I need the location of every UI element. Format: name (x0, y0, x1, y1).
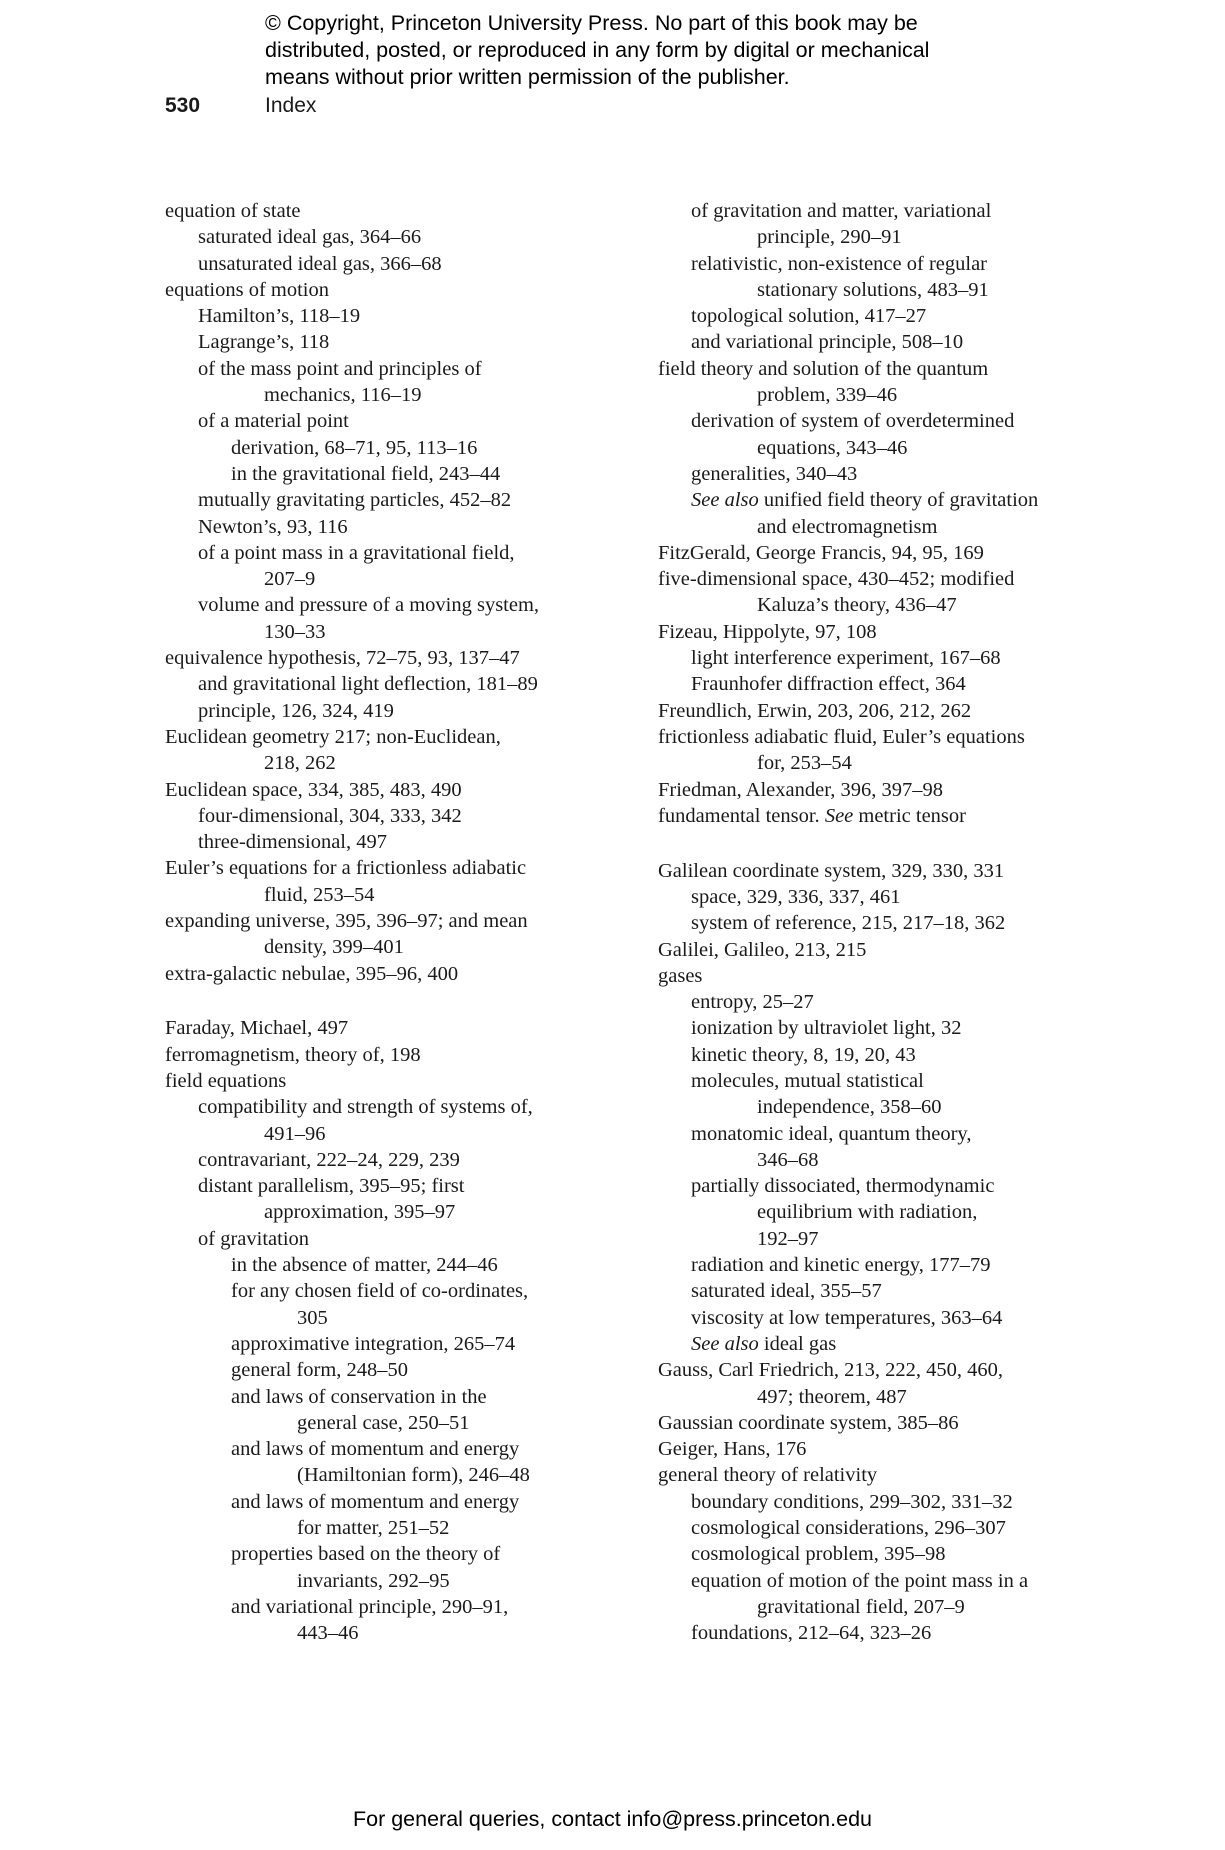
index-entry-text: 346–68 (757, 1148, 819, 1171)
index-entry-text: topological solution, 417–27 (691, 305, 927, 328)
index-entry-text: Hamilton’s, 118–19 (198, 305, 361, 328)
index-entry-text: Gauss, Carl Friedrich, 213, 222, 450, 460, (658, 1359, 1004, 1382)
index-entry (165, 777, 635, 803)
index-entry-text: cosmological considerations, 296–307 (691, 1517, 1006, 1540)
index-entry-text: ideal gas (758, 1332, 837, 1355)
index-entry-text: 443–46 (297, 1622, 359, 1645)
index-subentry (658, 408, 1068, 434)
index-subentry (165, 1462, 635, 1488)
index-subentry (658, 592, 1068, 618)
index-entry-text: properties based on the theory of (231, 1543, 501, 1566)
index-subentry (165, 750, 635, 776)
index-subentry (165, 1199, 635, 1225)
index-entry-text: 218, 262 (264, 752, 336, 775)
page-number: 530 (165, 94, 201, 117)
index-subentry (658, 1568, 1068, 1594)
index-subentry (658, 1068, 1068, 1094)
index-subentry (658, 198, 1068, 224)
index-entry-text: problem, 339–46 (757, 384, 898, 407)
index-subentry (658, 487, 1068, 513)
index-subentry (165, 251, 635, 277)
index-subentry (165, 382, 635, 408)
index-entry-text: and variational principle, 290–91, (231, 1595, 509, 1618)
index-entry-text: independence, 358–60 (757, 1096, 942, 1119)
index-subentry (165, 934, 635, 960)
index-entry-text: in the absence of matter, 244–46 (231, 1254, 498, 1277)
index-subentry (658, 1226, 1068, 1252)
index-entry-text: cosmological problem, 395–98 (691, 1543, 946, 1566)
index-subentry (165, 592, 635, 618)
index-entry-text: equation of state (165, 200, 301, 222)
index-subentry (658, 1331, 1068, 1357)
index-subentry (165, 1094, 635, 1120)
index-subentry (658, 989, 1068, 1015)
index-subentry (658, 277, 1068, 303)
index-entry-text: Galilean coordinate system, 329, 330, 331 (658, 859, 1005, 882)
index-subentry (165, 1226, 635, 1252)
index-subentry (165, 1384, 635, 1410)
index-subentry (658, 1121, 1068, 1147)
index-subentry (165, 1121, 635, 1147)
index-entry-text: and variational principle, 508–10 (691, 331, 964, 354)
index-subentry (165, 1278, 635, 1304)
cross-reference-target: metric tensor (853, 804, 966, 827)
index-entry-text: invariants, 292–95 (297, 1569, 450, 1592)
index-entry-text: four-dimensional, 304, 333, 342 (198, 804, 462, 827)
index-subentry (658, 1620, 1068, 1646)
index-subentry (165, 1410, 635, 1436)
index-entry (165, 724, 635, 750)
index-entry-text: ionization by ultraviolet light, 32 (691, 1017, 962, 1040)
index-entry-text: 305 (297, 1306, 328, 1329)
index-subentry (658, 303, 1068, 329)
index-entry-text: saturated ideal, 355–57 (691, 1280, 882, 1303)
index-subentry (658, 645, 1068, 671)
index-entry-text: contravariant, 222–24, 229, 239 (198, 1148, 460, 1171)
index-entry-text: space, 329, 336, 337, 461 (691, 885, 901, 908)
index-entry-text: of a material point (198, 410, 349, 433)
index-entry-text: and laws of momentum and energy (231, 1438, 520, 1461)
index-entry-text: saturated ideal gas, 364–66 (198, 226, 422, 249)
index-subentry (658, 435, 1068, 461)
index-subentry (165, 435, 635, 461)
index-subentry (658, 1252, 1068, 1278)
index-column-left (165, 198, 635, 1647)
index-entry-text: light interference experiment, 167–68 (691, 647, 1001, 670)
index-entry (165, 645, 635, 671)
index-entry-text: five-dimensional space, 430–452; modified (658, 568, 1015, 591)
index-subentry (165, 1620, 635, 1646)
running-head: Index (265, 94, 317, 117)
index-entry-text: for, 253–54 (757, 752, 852, 775)
index-entry-text: principle, 290–91 (757, 226, 902, 249)
index-subentry (165, 1568, 635, 1594)
index-subentry (658, 1173, 1068, 1199)
index-entry-text: gases (658, 964, 703, 987)
index-subentry (165, 1147, 635, 1173)
index-entry-text: system of reference, 215, 217–18, 362 (691, 912, 1006, 935)
index-entry-text: Euler’s equations for a frictionless adiabatic (165, 857, 527, 880)
index-entry-text: Newton’s, 93, 116 (198, 515, 348, 538)
index-subentry (165, 408, 635, 434)
index-entry (658, 1410, 1068, 1436)
index-subentry (658, 1594, 1068, 1620)
index-subentry (658, 251, 1068, 277)
index-entry-text: approximation, 395–97 (264, 1201, 456, 1224)
index-entry-text: and gravitational light deflection, 181–89 (198, 673, 538, 696)
index-entry-text: distant parallelism, 395–95; first (198, 1175, 465, 1198)
index-entry (165, 1015, 635, 1041)
index-entry (165, 961, 635, 987)
index-entry (165, 1068, 635, 1094)
index-entry-text: volume and pressure of a moving system, (198, 594, 540, 617)
index-entry (658, 698, 1068, 724)
index-subentry (658, 1489, 1068, 1515)
index-entry-text: Freundlich, Erwin, 203, 206, 212, 262 (658, 699, 972, 722)
index-entry-text: frictionless adiabatic fluid, Euler’s equations (658, 725, 1025, 748)
index-subentry (165, 1331, 635, 1357)
index-subentry (165, 224, 635, 250)
index-subentry (165, 1489, 635, 1515)
index-entry-text: stationary solutions, 483–91 (757, 278, 989, 301)
index-entry-text: general case, 250–51 (297, 1411, 470, 1434)
index-subentry (658, 1384, 1068, 1410)
index-entry (165, 198, 635, 224)
index-subentry (165, 540, 635, 566)
index-entry-text: unified field theory of gravitation (758, 489, 1039, 512)
index-entry-text: derivation of system of overdetermined (691, 410, 1015, 433)
index-entry-text: viscosity at low temperatures, 363–64 (691, 1306, 1003, 1329)
index-entry-text: Gaussian coordinate system, 385–86 (658, 1411, 959, 1434)
index-entry (165, 908, 635, 934)
index-subentry (165, 1305, 635, 1331)
index-entry-text: of gravitation and matter, variational (691, 200, 992, 222)
index-entry-text: kinetic theory, 8, 19, 20, 43 (691, 1043, 916, 1066)
index-subentry (658, 1515, 1068, 1541)
index-subentry (165, 671, 635, 697)
index-entry-text: extra-galactic nebulae, 395–96, 400 (165, 962, 459, 985)
index-entry-text: Galilei, Galileo, 213, 215 (658, 938, 867, 961)
index-entry-text: mechanics, 116–19 (264, 384, 422, 407)
index-entry-text: derivation, 68–71, 95, 113–16 (231, 436, 478, 459)
index-entry-text: general form, 248–50 (231, 1359, 409, 1382)
index-entry-text: equation of motion of the point mass in a (691, 1569, 1029, 1592)
index-subentry (658, 1147, 1068, 1173)
index-entry-text: and laws of conservation in the (231, 1385, 487, 1408)
index-entry-text: Euclidean space, 334, 385, 483, 490 (165, 778, 462, 801)
index-entry-text: Faraday, Michael, 497 (165, 1017, 349, 1040)
index-entry-text: 192–97 (757, 1227, 819, 1250)
index-subentry (165, 1541, 635, 1567)
index-subentry (165, 514, 635, 540)
index-subentry (165, 803, 635, 829)
index-entry-text: Euclidean geometry 217; non-Euclidean, (165, 725, 501, 748)
footer-contact: For general queries, contact info@press.princeton.edu (352, 1807, 872, 1831)
index-entry (658, 963, 1068, 989)
index-entry-text: Lagrange’s, 118 (198, 331, 330, 354)
index-entry (658, 566, 1068, 592)
index-subentry (165, 1357, 635, 1383)
index-entry (165, 277, 635, 303)
index-subentry (165, 461, 635, 487)
index-entry-text: of a point mass in a gravitational field, (198, 541, 515, 564)
index-subentry (165, 829, 635, 855)
index-subentry (165, 882, 635, 908)
index-subentry (658, 382, 1068, 408)
index-entry-text: equations, 343–46 (757, 436, 908, 459)
index-entry-text: relativistic, non-existence of regular (691, 252, 987, 275)
index-entry-text: principle, 126, 324, 419 (198, 699, 394, 722)
index-entry (658, 724, 1068, 750)
index-subentry (165, 1252, 635, 1278)
index-subentry (658, 224, 1068, 250)
index-entry-text: gravitational field, 207–9 (757, 1595, 965, 1618)
index-subentry (658, 1199, 1068, 1225)
index-entry-text: molecules, mutual statistical (691, 1070, 924, 1092)
index-entry (658, 1357, 1068, 1383)
index-subentry (658, 1042, 1068, 1068)
index-subentry (165, 698, 635, 724)
index-subentry (658, 1278, 1068, 1304)
index-entry-text: foundations, 212–64, 323–26 (691, 1622, 932, 1645)
index-entry-text: generalities, 340–43 (691, 462, 858, 485)
index-entry-text: monatomic ideal, quantum theory, (691, 1122, 972, 1145)
copyright-line: distributed, posted, or reproduced in any form by digital or mechanical (265, 38, 930, 62)
index-entry-text: in the gravitational field, 243–44 (231, 462, 501, 485)
index-subentry (658, 884, 1068, 910)
index-subentry (658, 1305, 1068, 1331)
index-entry-text: radiation and kinetic energy, 177–79 (691, 1254, 991, 1277)
index-subentry (165, 329, 635, 355)
index-entry-text: for any chosen field of co-ordinates, (231, 1280, 529, 1303)
index-entry-text: 497; theorem, 487 (757, 1385, 907, 1408)
index-entry-text: Geiger, Hans, 176 (658, 1438, 807, 1461)
index-subentry (165, 619, 635, 645)
index-subentry (658, 1094, 1068, 1120)
index-entry (658, 777, 1068, 803)
index-subentry (658, 750, 1068, 776)
index-entry-text: FitzGerald, George Francis, 94, 95, 169 (658, 541, 984, 564)
index-subentry (165, 487, 635, 513)
index-entry-text: unsaturated ideal gas, 366–68 (198, 252, 442, 275)
copyright-line: means without prior written permission of the publisher. (265, 65, 790, 89)
index-entry (658, 356, 1068, 382)
index-entry-text: entropy, 25–27 (691, 991, 814, 1014)
index-entry (658, 1436, 1068, 1462)
index-entry-text: field theory and solution of the quantum (658, 357, 989, 380)
index-entry-text: ferromagnetism, theory of, 198 (165, 1043, 421, 1066)
index-entry-text: field equations (165, 1070, 287, 1092)
index-subentry (658, 1541, 1068, 1567)
index-entry-text: compatibility and strength of systems of, (198, 1096, 533, 1119)
index-entry-text: equivalence hypothesis, 72–75, 93, 137–47 (165, 647, 520, 670)
index-entry (165, 1042, 635, 1068)
cross-reference-label: See also (691, 489, 759, 512)
index-subentry (165, 566, 635, 592)
index-entry (658, 1462, 1068, 1488)
index-column-right (658, 198, 1068, 1647)
index-entry (165, 855, 635, 881)
index-subentry (165, 303, 635, 329)
index-entry-text: 130–33 (264, 620, 326, 643)
index-entry-text: equilibrium with radiation, (757, 1201, 978, 1224)
index-entry-text: general theory of relativity (658, 1464, 878, 1487)
index-entry-text: approximative integration, 265–74 (231, 1332, 516, 1355)
index-entry (658, 803, 1068, 829)
letter-group-gap (658, 829, 1068, 858)
index-subentry (658, 329, 1068, 355)
index-subentry (165, 1594, 635, 1620)
index-subentry (165, 1436, 635, 1462)
index-subentry (165, 1515, 635, 1541)
index-entry-text: fluid, 253–54 (264, 883, 375, 906)
index-entry-text: expanding universe, 395, 396–97; and mean (165, 910, 528, 933)
index-entry-text: of the mass point and principles of (198, 357, 482, 380)
index-subentry (658, 910, 1068, 936)
index-entry-text: three-dimensional, 497 (198, 831, 388, 854)
index-entry-text: Fraunhofer diffraction effect, 364 (691, 673, 966, 696)
index-subentry (165, 356, 635, 382)
index-entry-text: and laws of momentum and energy (231, 1490, 520, 1513)
index-subentry (658, 514, 1068, 540)
index-entry-text: mutually gravitating particles, 452–82 (198, 489, 512, 512)
index-entry-text: density, 399–401 (264, 936, 404, 959)
index-entry (658, 937, 1068, 963)
index-entry-text: boundary conditions, 299–302, 331–32 (691, 1490, 1013, 1513)
index-entry-text: (Hamiltonian form), 246–48 (297, 1464, 530, 1487)
index-entry-text: 207–9 (264, 568, 316, 591)
copyright-notice (265, 10, 1025, 91)
index-entry-text: equations of motion (165, 278, 329, 301)
index-entry (658, 858, 1068, 884)
index-entry-text: of gravitation (198, 1227, 310, 1250)
index-entry-text: for matter, 251–52 (297, 1517, 450, 1540)
index-entry-text: fundamental tensor. (658, 804, 825, 827)
index-entry (658, 619, 1068, 645)
letter-group-gap (165, 987, 635, 1016)
index-entry-text: Friedman, Alexander, 396, 397–98 (658, 778, 943, 801)
index-entry (658, 540, 1068, 566)
index-subentry (165, 1173, 635, 1199)
cross-reference-label: See also (691, 1332, 759, 1355)
index-entry-text: and electromagnetism (757, 515, 938, 538)
index-entry-text: Kaluza’s theory, 436–47 (757, 594, 957, 617)
index-entry-text: partially dissociated, thermodynamic (691, 1175, 995, 1198)
index-entry-text: Fizeau, Hippolyte, 97, 108 (658, 620, 877, 643)
index-subentry (658, 461, 1068, 487)
cross-reference-label: See (824, 804, 854, 827)
copyright-line: © Copyright, Princeton University Press. No part of this book may be (265, 11, 918, 35)
index-entry-text: 491–96 (264, 1122, 326, 1145)
index-subentry (658, 1015, 1068, 1041)
index-subentry (658, 671, 1068, 697)
